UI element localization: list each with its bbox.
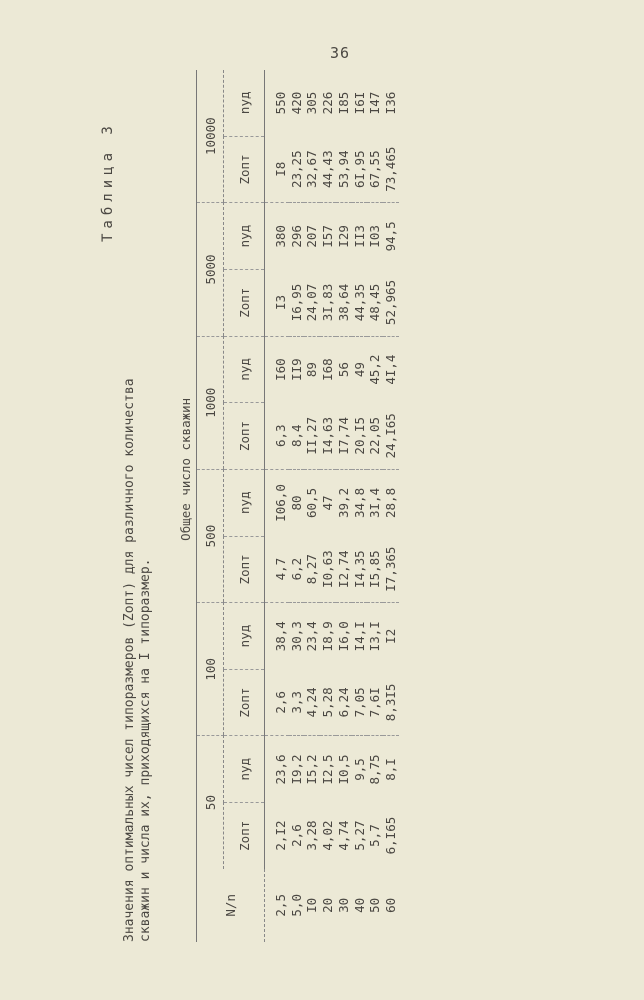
z-opt-cell: 5,28 (320, 687, 336, 718)
n-ud-cell: I0,5 (336, 736, 352, 803)
n-ud-cell: I3,I (367, 603, 383, 670)
n-ud-cell: 420 (288, 91, 304, 115)
group-title: Общее число скважин (174, 70, 197, 869)
rotated-table-block (100, 70, 500, 942)
n-ud-cell: I03 (367, 203, 383, 270)
z-opt-cell: 20,I5 (351, 416, 367, 455)
row-n-value: 2,5 (273, 894, 288, 917)
n-ud-cell: I4,I (352, 603, 368, 670)
n-ud-cell: 23,6 (265, 736, 289, 803)
table-row (289, 70, 305, 942)
table-row (336, 70, 352, 942)
z-opt-cell: 2,I2 (273, 820, 288, 851)
z-opt-cell: 24,I65 (382, 413, 398, 459)
z-opt-cell: 4,74 (335, 820, 351, 851)
z-opt-cell: 6,2 (288, 557, 304, 581)
n-ud-cell: 45,2 (367, 336, 383, 403)
subheader-z: Zопт (224, 403, 265, 470)
z-opt-cell: II,27 (304, 416, 320, 455)
total-header: 5000 (197, 203, 224, 336)
z-opt-cell: 52,965 (382, 279, 398, 326)
z-opt-cell: 23,25 (288, 150, 304, 189)
n-ud-cell: 56 (336, 336, 352, 403)
n-ud-cell: II3 (352, 203, 368, 270)
table-row (383, 70, 399, 942)
subheader-n: nуд (224, 336, 265, 403)
caption-line-1: Значения оптимальных чисел типоразмеров (Zопт) для различного количества (122, 378, 137, 942)
n-ud-cell: 28,8 (383, 469, 399, 536)
row-n-value: 60 (382, 897, 398, 913)
n-ud-cell: I8,9 (320, 603, 336, 670)
z-opt-cell: 6,I65 (382, 816, 398, 855)
n-ud-cell: 30,3 (289, 603, 305, 670)
n-ud-cell: 38,4 (265, 603, 289, 670)
n-ud-cell: 207 (304, 203, 320, 270)
subheader-z: Zопт (224, 136, 265, 203)
z-opt-cell: I6,95 (288, 283, 304, 322)
z-opt-cell: 44,43 (320, 150, 336, 189)
z-opt-cell: 5,7 (367, 824, 383, 847)
z-opt-cell: 44,35 (351, 283, 367, 322)
n-ud-cell: 8,I (383, 736, 399, 803)
z-opt-cell: 8,27 (304, 554, 320, 585)
z-opt-cell: 7,05 (351, 687, 367, 718)
n-ud-cell: I36 (382, 91, 398, 115)
caption-line-2: скважин и числа их, приходящихся на I типоразмер. (138, 558, 153, 942)
n-ud-cell: 23,4 (304, 603, 320, 670)
n-ud-cell: 60,5 (304, 469, 320, 536)
z-opt-cell: 4,24 (304, 687, 320, 718)
n-ud-cell: 4I,4 (383, 336, 399, 403)
z-opt-cell: I5,85 (367, 550, 383, 588)
table-body (265, 70, 399, 942)
z-opt-cell: I2,74 (335, 550, 351, 588)
z-opt-cell: 67,55 (367, 150, 383, 189)
n-ud-cell: 39,2 (336, 469, 352, 536)
subheader-z: Zопт (224, 669, 265, 736)
subheader-z: Zопт (224, 536, 265, 603)
z-opt-cell: 22,05 (367, 416, 383, 455)
row-n-value: 20 (320, 897, 336, 913)
page-number: 36 (330, 44, 351, 62)
z-opt-cell: 7,6I (367, 687, 383, 718)
n-ud-cell: I2 (383, 603, 399, 670)
n-ud-cell: I5,2 (304, 736, 320, 803)
z-opt-cell: 38,64 (335, 283, 351, 322)
z-opt-cell: 48,45 (367, 283, 383, 322)
n-ud-cell: 9,5 (352, 736, 368, 803)
total-header: 50 (197, 736, 224, 869)
total-header: 10000 (197, 70, 224, 203)
n-ud-cell: I2,5 (320, 736, 336, 803)
row-n-value: I0 (304, 897, 320, 913)
z-opt-cell: 5,27 (351, 820, 367, 851)
n-ud-cell: I57 (320, 203, 336, 270)
total-header: 500 (197, 469, 224, 602)
subheader-n: nуд (224, 70, 265, 136)
z-opt-cell: 2,6 (273, 691, 288, 714)
subheader-n: nуд (224, 203, 265, 270)
z-opt-cell: I8 (273, 161, 288, 177)
table-caption (122, 142, 154, 942)
n-ud-cell: 94,5 (383, 203, 399, 270)
z-opt-cell: 6,3 (273, 424, 288, 448)
n-ud-cell: 305 (304, 91, 320, 115)
n-ud-cell: 380 (265, 203, 289, 270)
z-opt-cell: 32,67 (304, 150, 320, 189)
z-opt-cell: 3I,83 (320, 283, 336, 322)
n-ud-cell: 226 (320, 91, 336, 115)
header-corner (174, 869, 197, 942)
z-opt-cell: 4,02 (320, 820, 336, 851)
subheader-z: Zопт (224, 802, 265, 868)
table-label: Таблица 3 (100, 121, 116, 242)
z-opt-cell: I7,74 (335, 416, 351, 455)
total-header: 1000 (197, 336, 224, 469)
z-opt-cell: 24,07 (304, 283, 320, 322)
z-opt-cell: 8,4 (288, 424, 304, 448)
subheader-n: nуд (224, 469, 265, 536)
n-ud-cell: 550 (273, 91, 288, 115)
subheader-n: nуд (224, 603, 265, 670)
n-ud-cell: 80 (289, 469, 305, 536)
n-ud-cell: I06,0 (265, 469, 289, 536)
z-opt-cell: 73,465 (382, 146, 398, 192)
z-opt-cell: I4,35 (351, 550, 367, 588)
n-ud-cell: I9,2 (289, 736, 305, 803)
n-ud-cell: 47 (320, 469, 336, 536)
table-row (265, 70, 289, 942)
z-opt-cell: 3,3 (288, 691, 304, 714)
n-ud-cell: 34,8 (352, 469, 368, 536)
n-ud-cell: 3I,4 (367, 469, 383, 536)
row-n-value: 5,0 (288, 894, 304, 917)
n-ud-cell: I68 (320, 336, 336, 403)
z-opt-cell: I3 (273, 294, 288, 311)
data-table (174, 70, 399, 942)
z-opt-cell: I0,63 (320, 550, 336, 588)
row-n-value: 50 (367, 897, 383, 913)
z-opt-cell: 53,94 (335, 150, 351, 189)
n-ud-cell: I29 (336, 203, 352, 270)
z-opt-cell: I4,63 (320, 416, 336, 455)
table-row (352, 70, 368, 942)
n-ud-cell: I6I (351, 91, 367, 115)
z-opt-cell: 4,7 (273, 557, 288, 581)
row-label-header: N/n (197, 869, 265, 942)
n-ud-cell: 89 (304, 336, 320, 403)
z-opt-cell: 6I,95 (351, 150, 367, 189)
n-ud-cell: I60 (265, 336, 289, 403)
z-opt-cell: 6,24 (335, 687, 351, 718)
n-ud-cell: 49 (352, 336, 368, 403)
table-row (367, 70, 383, 942)
subheader-z: Zопт (224, 269, 265, 336)
total-header: 100 (197, 603, 224, 736)
n-ud-cell: 8,75 (367, 736, 383, 803)
n-ud-cell: 296 (289, 203, 305, 270)
n-ud-cell: I6,0 (336, 603, 352, 670)
table-row (320, 70, 336, 942)
row-n-value: 30 (335, 897, 351, 913)
subheader-n: nуд (224, 736, 265, 803)
table-row (304, 70, 320, 942)
n-ud-cell: I85 (335, 91, 351, 115)
z-opt-cell: 8,3I5 (382, 683, 398, 722)
n-ud-cell: I47 (367, 91, 383, 115)
row-n-value: 40 (351, 897, 367, 913)
z-opt-cell: I7,365 (382, 546, 398, 592)
z-opt-cell: 2,6 (288, 824, 304, 847)
z-opt-cell: 3,28 (304, 820, 320, 851)
n-ud-cell: II9 (289, 336, 305, 403)
